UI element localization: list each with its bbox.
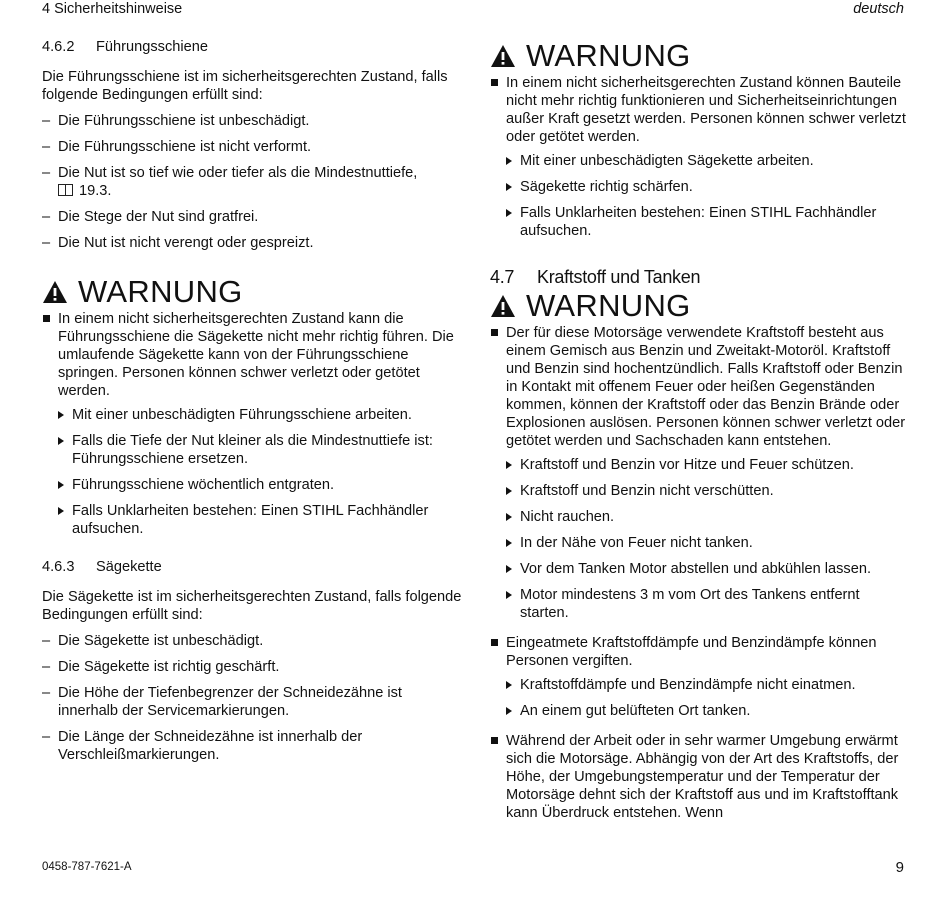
- action-step: In der Nähe von Feuer nicht tanken.: [490, 534, 908, 552]
- action-step: Führungsschiene wöchentlich entgraten.: [42, 476, 462, 494]
- action-step: Nicht rauchen.: [490, 508, 908, 526]
- section-title: Kraftstoff und Tanken: [537, 267, 701, 287]
- section-heading-fuel: [490, 268, 908, 286]
- warning-triangle-icon: [490, 294, 516, 318]
- section-number: 4.6.3: [42, 559, 75, 575]
- condition-item: – Die Stege der Nut sind gratfrei.: [42, 208, 462, 226]
- action-step: Kraftstoff und Benzin vor Hitze und Feuer schützen.: [490, 456, 908, 474]
- action-step: Falls Unklarheiten bestehen: Einen STIHL Fachhändler aufsuchen.: [42, 502, 462, 538]
- warning-heading: [490, 290, 908, 322]
- warning-triangle-icon: [490, 44, 516, 68]
- condition-item: – Die Höhe der Tiefenbegrenzer der Schneidezähne ist innerhalb der Servicemarkierungen.: [42, 684, 462, 720]
- action-step: Mit einer unbeschädigten Sägekette arbeiten.: [490, 152, 908, 170]
- warning-heading: [42, 276, 462, 308]
- warning-text: In einem nicht sicherheitsgerechten Zustand kann die Führungsschiene die Sägekette nicht mehr richtig führen. Die umlaufende Sägekette kann von der Führungsschiene springen. Personen können schwer verletzt oder getötet werden.: [42, 310, 462, 400]
- left-column: [42, 38, 462, 772]
- section-number: 4.6.2: [42, 39, 75, 55]
- warning-text: Eingeatmete Kraftstoffdämpfe und Benzindämpfe können Personen vergiften.: [490, 634, 908, 670]
- action-step: Kraftstoffdämpfe und Benzindämpfe nicht einatmen.: [490, 676, 908, 694]
- warning-label: WARNUNG: [526, 38, 691, 73]
- condition-item: – Die Sägekette ist richtig geschärft.: [42, 658, 462, 676]
- running-header-language: deutsch: [853, 1, 904, 17]
- action-step: Kraftstoff und Benzin nicht verschütten.: [490, 482, 908, 500]
- warning-heading: [490, 40, 908, 72]
- paragraph-intro: Die Sägekette ist im sicherheitsgerechten Zustand, falls folgende Bedingungen erfüllt sind:: [42, 589, 462, 623]
- warning-label: WARNUNG: [526, 288, 691, 323]
- action-step: An einem gut belüfteten Ort tanken.: [490, 702, 908, 720]
- running-header-section: 4 Sicherheitshinweise: [42, 1, 183, 17]
- warning-text: Der für diese Motorsäge verwendete Kraftstoff besteht aus einem Gemisch aus Benzin und Zweitakt-Motoröl. Kraftstoff und Benzin sind hochentzündlich. Falls Kraftstoff oder Benzin in Kontakt mit offenem Feuer oder heißen Gegenständen kommen, können der Kraftstoff oder das Benzin Brände oder Explosionen auslösen. Personen können schwer verletzt oder getötet werden und Sachschaden kann entstehen.: [490, 324, 908, 450]
- section-title: Führungsschiene: [96, 39, 208, 55]
- action-step: Mit einer unbeschädigten Führungsschiene arbeiten.: [42, 406, 462, 424]
- condition-item: – Die Nut ist nicht verengt oder gespreizt.: [42, 234, 462, 252]
- page-number: 9: [895, 859, 904, 876]
- warning-text: In einem nicht sicherheitsgerechten Zustand können Bauteile nicht mehr richtig funktionieren und Sicherheitseinrichtungen außer Kraft gesetzt werden. Personen können schwer verletzt oder getötet werden.: [490, 74, 908, 146]
- condition-item: – Die Führungsschiene ist unbeschädigt.: [42, 112, 462, 130]
- right-column: [490, 40, 908, 824]
- document-number: 0458-787-7621-A: [42, 861, 132, 873]
- action-step: Motor mindestens 3 m vom Ort des Tankens entfernt starten.: [490, 586, 908, 622]
- warning-triangle-icon: [42, 280, 68, 304]
- condition-item: – Die Führungsschiene ist nicht verformt.: [42, 138, 462, 156]
- action-step: Sägekette richtig schärfen.: [490, 178, 908, 196]
- section-heading-guide-bar: [42, 38, 462, 56]
- warning-label: WARNUNG: [78, 274, 243, 309]
- section-title: Sägekette: [96, 559, 162, 575]
- condition-text: Die Nut ist so tief wie oder tiefer als die Mindestnuttiefe,: [58, 165, 418, 181]
- book-reference-icon: [58, 184, 73, 196]
- condition-item: – Die Sägekette ist unbeschädigt.: [42, 632, 462, 650]
- section-number: 4.7: [490, 267, 515, 287]
- condition-item: [42, 164, 462, 200]
- section-heading-saw-chain: [42, 558, 462, 576]
- paragraph-intro: Die Führungsschiene ist im sicherheitsgerechten Zustand, falls folgende Bedingungen erfüllt sind:: [42, 69, 448, 103]
- warning-text: Während der Arbeit oder in sehr warmer Umgebung erwärmt sich die Motorsäge. Abhängig von der Art des Kraftstoffs, der Höhe, der Umgebungstemperatur und der Temperatur der Motorsäge dehnt sich der Kraftstoff aus und im Kraftstofftank kann Überdruck entstehen. Wenn: [490, 732, 908, 822]
- page-reference: 19.3.: [79, 183, 112, 199]
- action-step: Falls die Tiefe der Nut kleiner als die Mindestnuttiefe ist: Führungsschiene ersetzen.: [42, 432, 462, 468]
- action-step: Vor dem Tanken Motor abstellen und abkühlen lassen.: [490, 560, 908, 578]
- condition-item: – Die Länge der Schneidezähne ist innerhalb der Verschleißmarkierungen.: [42, 728, 462, 764]
- action-step: Falls Unklarheiten bestehen: Einen STIHL Fachhändler aufsuchen.: [490, 204, 908, 240]
